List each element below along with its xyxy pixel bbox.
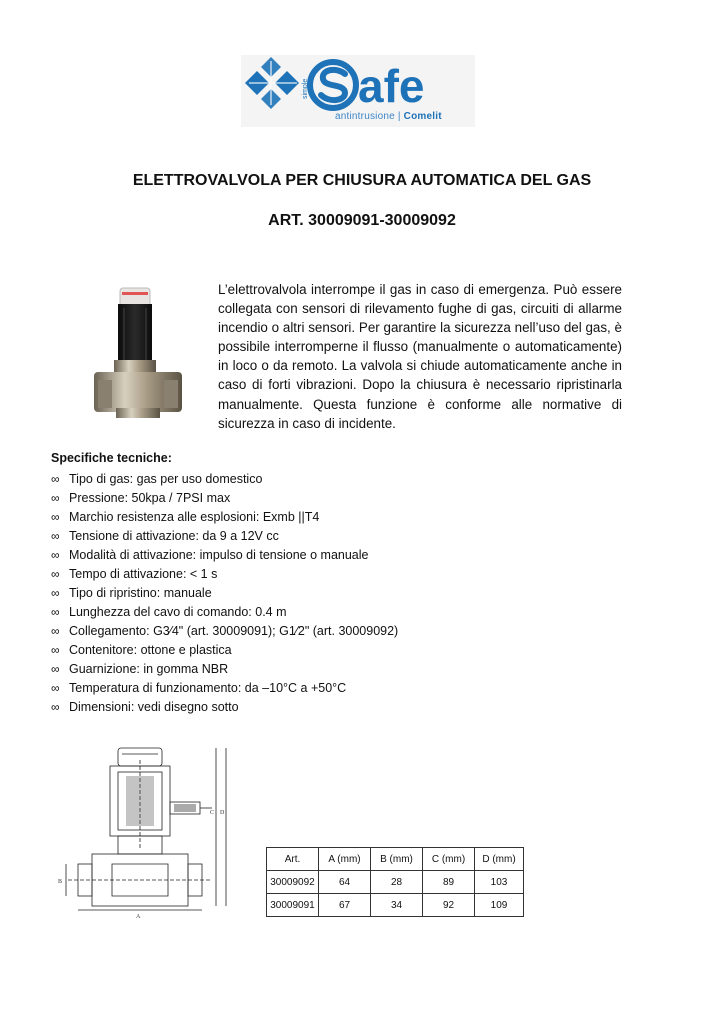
spec-text: Collegamento: G3⁄4" (art. 30009091); G1⁄2" (art. 30009092): [69, 624, 399, 638]
logo-tagline: [335, 111, 442, 122]
dimension-label-a: A: [136, 914, 141, 920]
infinity-bullet-icon: ∞: [51, 605, 60, 619]
article-code: ART. 30009091-30009092: [268, 212, 456, 229]
specs-heading: Specifiche tecniche:: [51, 451, 172, 465]
infinity-bullet-icon: ∞: [51, 624, 60, 638]
dimension-label-b: B: [58, 879, 63, 885]
infinity-bullet-icon: ∞: [51, 662, 60, 676]
infinity-bullet-icon: ∞: [51, 472, 60, 486]
list-item: [51, 698, 398, 717]
spec-text: Marchio resistenza alle esplosioni: Exmb ||T4: [69, 510, 320, 524]
column-header: C (mm): [423, 848, 475, 871]
table-cell: 103: [475, 871, 524, 894]
logo-separator: |: [397, 111, 401, 122]
dimension-label-c: C: [210, 810, 215, 816]
infinity-bullet-icon: ∞: [51, 586, 60, 600]
infinity-bullet-icon: ∞: [51, 681, 60, 695]
list-item: [51, 679, 398, 698]
spec-text: Guarnizione: in gomma NBR: [69, 662, 229, 676]
infinity-bullet-icon: ∞: [51, 529, 60, 543]
list-item: [51, 660, 398, 679]
page-title: ELETTROVALVOLA PER CHIUSURA AUTOMATICA DEL GAS: [132, 172, 592, 189]
table-row: [267, 894, 524, 917]
spec-text: Temperatura di funzionamento: da –10°C a +50°C: [69, 681, 347, 695]
infinity-bullet-icon: ∞: [51, 700, 60, 714]
table-header-row: [267, 848, 524, 871]
dimension-label-d: D: [220, 810, 225, 816]
list-item: [51, 489, 398, 508]
list-item: [51, 584, 398, 603]
infinity-bullet-icon: ∞: [51, 510, 60, 524]
spec-text: Tensione di attivazione: da 9 a 12V cc: [69, 529, 279, 543]
spec-text: Tipo di gas: gas per uso domestico: [69, 472, 263, 486]
table-cell: 109: [475, 894, 524, 917]
list-item: [51, 622, 398, 641]
table-cell: 92: [423, 894, 475, 917]
spec-text: Dimensioni: vedi disegno sotto: [69, 700, 239, 714]
spec-text: Pressione: 50kpa / 7PSI max: [69, 491, 231, 505]
infinity-bullet-icon: ∞: [51, 643, 60, 657]
table-cell: 28: [371, 871, 423, 894]
product-description: L’elettrovalvola interrompe il gas in caso di emergenza. Può essere collegata con sensori di rilevamento fughe di gas, circuiti di allarme incendio o altri sensori. Per garantire la sicurezza nell’uso del gas, è possibile interromperne il flusso (manualmente o automaticamente) in loco o da remoto. La valvola si chiude automaticamente anche in caso di forti vibrazioni. Dopo la chiusura è necessario ripristinarla manualmente. Questa funzione è conforme alle normative di sicurezza in caso di incidente.: [218, 282, 622, 431]
list-item: [51, 508, 398, 527]
infinity-bullet-icon: ∞: [51, 567, 60, 581]
column-header: B (mm): [371, 848, 423, 871]
list-item: [51, 470, 398, 489]
svg-text:simple: simple: [302, 78, 309, 99]
column-header: A (mm): [319, 848, 371, 871]
table-cell: 67: [319, 894, 371, 917]
spec-text: Tipo di ripristino: manuale: [69, 586, 212, 600]
column-header: D (mm): [475, 848, 524, 871]
table-cell: 30009092: [267, 871, 319, 894]
company-logo: [241, 55, 475, 127]
list-item: [51, 527, 398, 546]
specs-list: [51, 470, 398, 717]
list-item: [51, 603, 398, 622]
infinity-bullet-icon: ∞: [51, 548, 60, 562]
column-header: Art.: [267, 848, 319, 871]
spec-text: Contenitore: ottone e plastica: [69, 643, 232, 657]
list-item: [51, 565, 398, 584]
svg-text:afe: afe: [358, 60, 425, 112]
dimensions-table: [266, 847, 524, 917]
logo-tagline-text: antintrusione: [335, 111, 395, 122]
valve-photo: [88, 272, 188, 432]
spec-text: Modalità di attivazione: impulso di tensione o manuale: [69, 548, 369, 562]
technical-drawing: [52, 740, 242, 920]
table-cell: 64: [319, 871, 371, 894]
infinity-bullet-icon: ∞: [51, 491, 60, 505]
list-item: [51, 641, 398, 660]
table-cell: 89: [423, 871, 475, 894]
spec-text: Lunghezza del cavo di comando: 0.4 m: [69, 605, 287, 619]
table-cell: 34: [371, 894, 423, 917]
table-row: [267, 871, 524, 894]
logo-brand: Comelit: [403, 111, 442, 122]
spec-text: Tempo di attivazione: < 1 s: [69, 567, 218, 581]
list-item: [51, 546, 398, 565]
table-cell: 30009091: [267, 894, 319, 917]
